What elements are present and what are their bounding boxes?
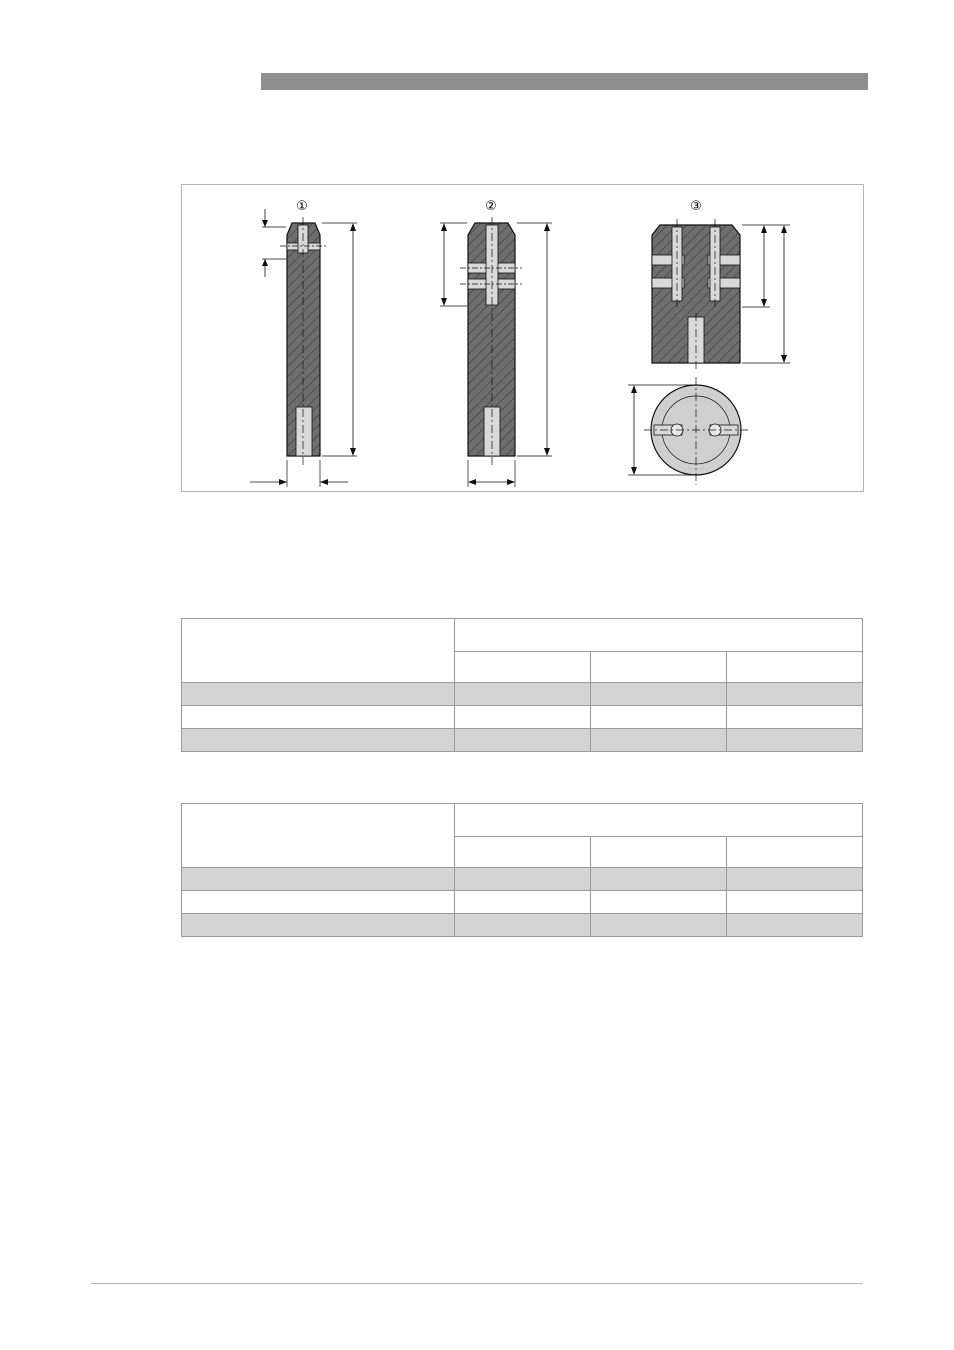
figure-frame bbox=[181, 184, 864, 492]
table-2-subheader bbox=[727, 837, 863, 868]
table-row bbox=[182, 706, 863, 729]
table-cell bbox=[591, 891, 727, 914]
table-cell bbox=[591, 706, 727, 729]
table-cell bbox=[455, 706, 591, 729]
table-cell bbox=[727, 729, 863, 752]
table-cell bbox=[182, 891, 455, 914]
spec-table-2 bbox=[181, 803, 863, 937]
table-1-subheader bbox=[727, 652, 863, 683]
table-cell bbox=[182, 683, 455, 706]
table-1-header-group bbox=[455, 619, 863, 652]
table-cell bbox=[591, 729, 727, 752]
table-cell bbox=[182, 868, 455, 891]
part-1-rod bbox=[250, 209, 357, 487]
part-2-rod bbox=[440, 217, 552, 487]
table-cell bbox=[727, 914, 863, 937]
table-cell bbox=[455, 868, 591, 891]
table-2-subheader bbox=[455, 837, 591, 868]
table-cell bbox=[455, 891, 591, 914]
table-cell bbox=[182, 914, 455, 937]
table-cell bbox=[727, 706, 863, 729]
table-cell bbox=[455, 683, 591, 706]
table-cell bbox=[591, 868, 727, 891]
table-row bbox=[182, 868, 863, 891]
marker-1: ① bbox=[296, 199, 308, 214]
table-2-header-group bbox=[455, 804, 863, 837]
table-cell bbox=[727, 891, 863, 914]
header-bar bbox=[261, 73, 868, 90]
marker-3: ③ bbox=[690, 199, 702, 214]
table-1-header-label bbox=[182, 619, 455, 683]
table-cell bbox=[455, 729, 591, 752]
table-row bbox=[182, 891, 863, 914]
part-3-block bbox=[652, 219, 790, 369]
table-2-header-label bbox=[182, 804, 455, 868]
table-row bbox=[182, 683, 863, 706]
marker-2: ② bbox=[485, 199, 497, 214]
footer-divider bbox=[91, 1283, 863, 1284]
table-cell bbox=[727, 868, 863, 891]
table-cell bbox=[727, 683, 863, 706]
table-2-subheader bbox=[591, 837, 727, 868]
table-cell bbox=[182, 706, 455, 729]
table-row bbox=[182, 914, 863, 937]
spec-table-1 bbox=[181, 618, 863, 752]
technical-drawing bbox=[182, 185, 865, 493]
table-1-subheader bbox=[455, 652, 591, 683]
table-1-subheader bbox=[591, 652, 727, 683]
table-row bbox=[182, 729, 863, 752]
table-cell bbox=[182, 729, 455, 752]
part-3-top-view bbox=[628, 377, 748, 485]
table-cell bbox=[455, 914, 591, 937]
table-cell bbox=[591, 914, 727, 937]
table-cell bbox=[591, 683, 727, 706]
